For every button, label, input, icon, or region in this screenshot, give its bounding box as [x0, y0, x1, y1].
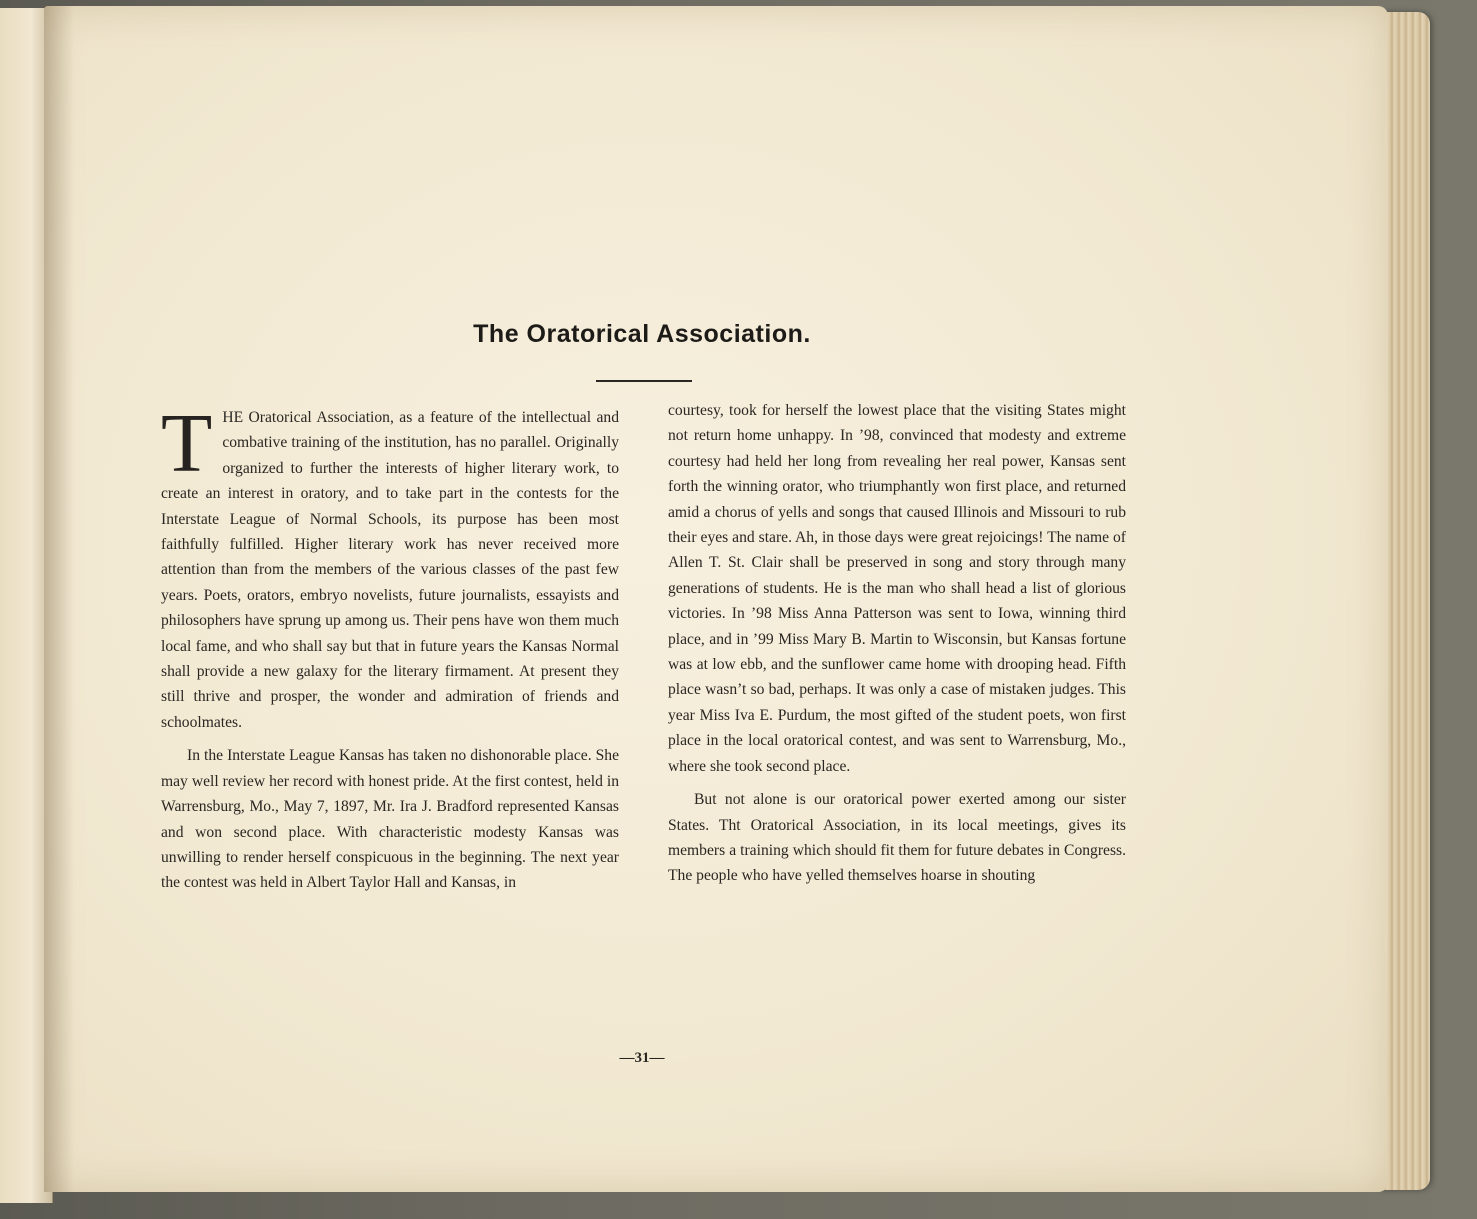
- page-number: —31—: [619, 1050, 665, 1066]
- gutter-shadow: [44, 6, 74, 1192]
- paragraph-interstate-league: In the Interstate League Kansas has taken no dishonorable place. She may well review her record with honest pride. At the first contest, held in Warrensburg, Mo., May 7, 1897, Mr. Ira J. Bradford represented Kansas and won second place. With characteristic modesty Kansas was unwilling to render herself conspicuous in the beginning. The next year the contest was held in Albert Taylor Hall and Kansas, in: [161, 747, 619, 892]
- title-rule: [596, 380, 692, 382]
- page-title: The Oratorical Association.: [473, 320, 811, 348]
- right-column: [668, 398, 1126, 889]
- paragraph-intro: [161, 397, 619, 735]
- drop-cap: T: [161, 397, 213, 490]
- left-column: [161, 397, 619, 896]
- paragraph-intro-text: HE Oratorical Association, as a feature of the intellectual and combative training of the institution, has no parallel. Originally organized to further the interests of higher literary work, to create an interest in oratory, and to take part in the contests for the Interstate League of Normal Schools, its purpose has been most faithfully fulfilled. Higher literary work has never received more attention than from the members of the various classes of the past few years. Poets, orators, embryo novelists, future journalists, essayists and philosophers have sprung up among us. Their pens have won them much local fame, and who shall say but that in future years the Kansas Normal shall provide a new galaxy for the literary firmament. At present they still thrive and prosper, the wonder and admiration of friends and schoolmates.: [161, 409, 619, 731]
- paragraph-continuation: courtesy, took for herself the lowest place that the visiting States might not return home unhappy. In ’98, convinced that modesty and extreme courtesy had held her long from revealing her real power, Kansas sent forth the winning orator, who triumphantly won first place, and returned amid a chorus of yells and songs that caused Illinois and Missouri to rub their eyes and stare. Ah, in those days were great rejoicings! The name of Allen T. St. Clair shall be preserved in song and story through many generations of students. He is the man who shall head a list of glorious victories. In ’98 Miss Anna Patterson was sent to Iowa, winning third place, and in ’99 Miss Mary B. Martin to Wisconsin, but Kansas fortune was at low ebb, and the sunflower came home with drooping head. Fifth place wasn’t so bad, perhaps. It was only a case of mistaken judges. This year Miss Iva E. Purdum, the most gifted of the student poets, won first place in the local oratorical contest, and was sent to Warrensburg, Mo., where she took second place.: [668, 402, 1126, 775]
- paragraph-local-meetings: But not alone is our oratorical power exerted among our sister States. Tht Oratorical Association, in its local meetings, gives its members a training which should fit them for future debates in Congress. The people who have yelled themselves hoarse in shouting: [668, 791, 1126, 885]
